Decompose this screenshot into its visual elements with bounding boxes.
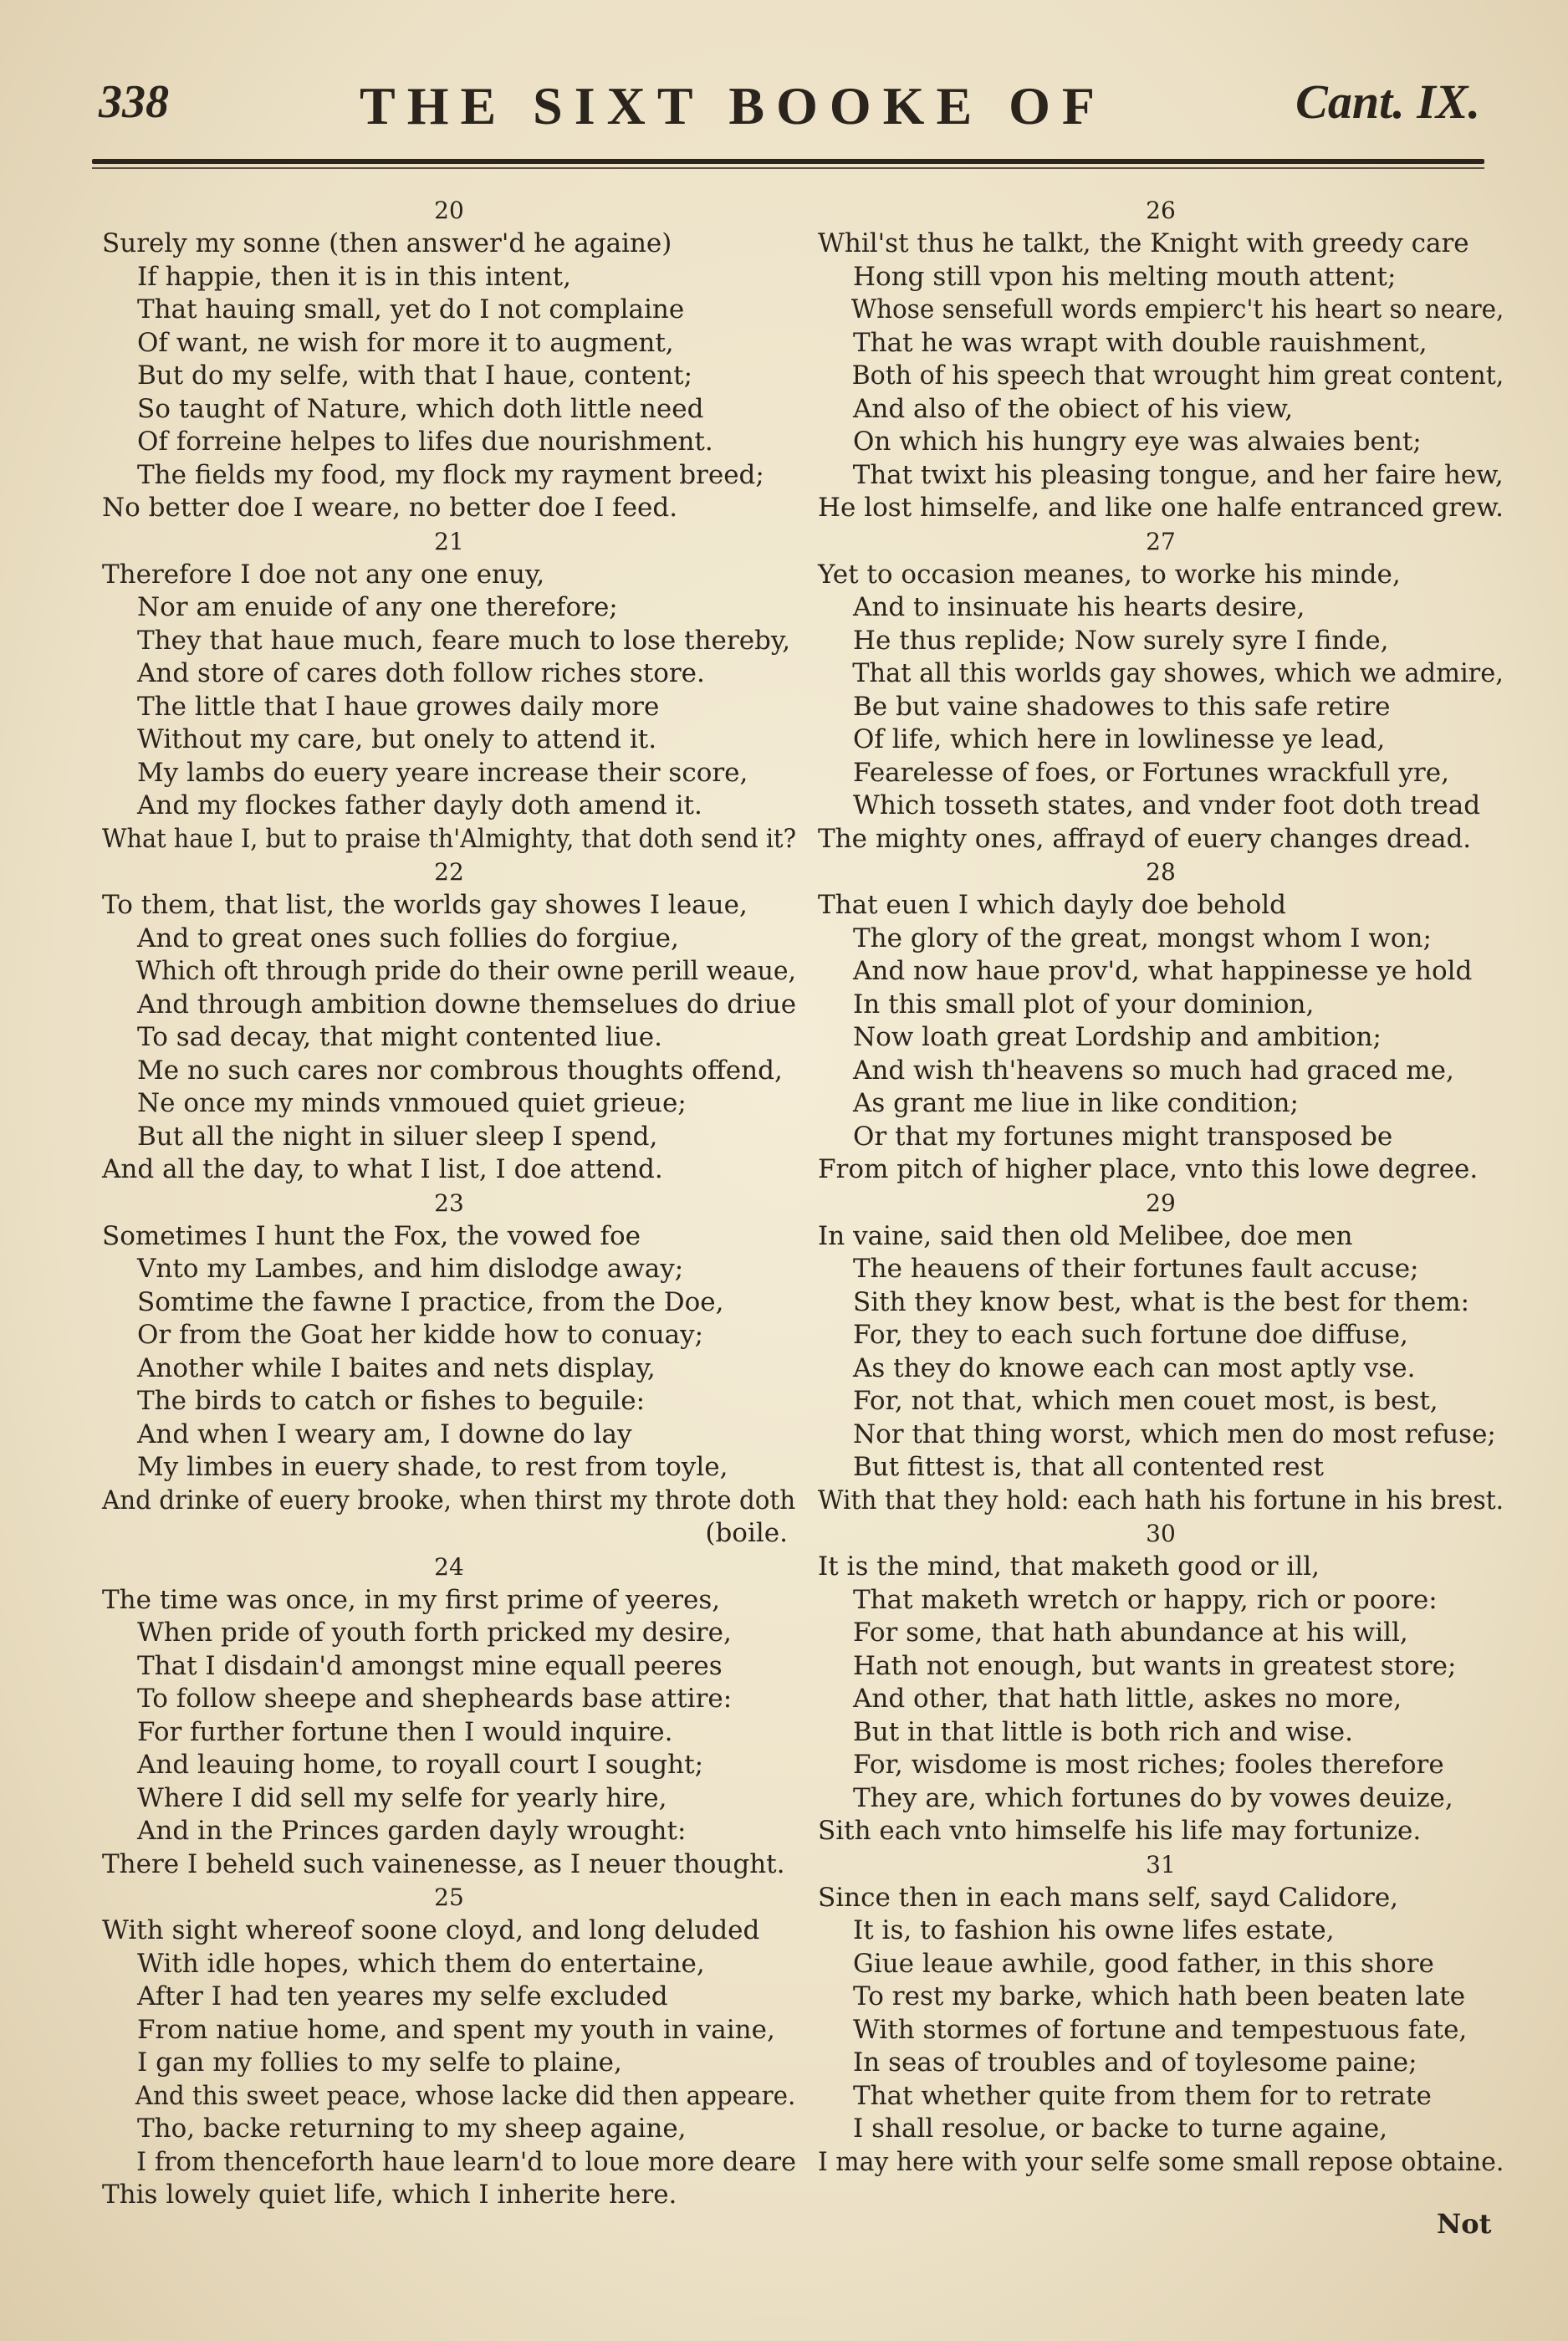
verse-line: In vaine, said then old Melibee, doe men (818, 1220, 1353, 1251)
left-column (102, 194, 796, 2212)
verse-line: Sith each vnto himselfe his life may fortunize. (818, 1816, 1422, 1846)
verse-line: Yet to occasion meanes, to worke his minde, (818, 559, 1401, 590)
verse-line: Nor that thing worst, which men do most refuse; (853, 1418, 1496, 1449)
stanza-number: 25 (434, 1884, 464, 1911)
verse-line: He thus replide; Now surely syre I finde, (853, 625, 1389, 656)
verse-line: To rest my barke, which hath been beaten late (853, 1981, 1466, 2011)
verse-line: To sad decay, that might contented liue. (137, 1022, 662, 1052)
page-header (92, 67, 1480, 151)
verse-line: Sometimes I hunt the Fox, the vowed foe (102, 1220, 641, 1251)
verse-line: Of life, which here in lowlinesse ye lead, (853, 724, 1386, 754)
verse-line: And store of cares doth follow riches store. (137, 658, 705, 688)
verse-line: Of want, ne wish for more it to augment, (137, 327, 674, 358)
header-rule-thin (92, 167, 1484, 169)
verse-line: For some, that hath abundance at his will, (853, 1618, 1408, 1648)
verse-line: That euen I which dayly doe behold (818, 890, 1287, 920)
verse-line: And now haue prov'd, what happinesse ye hold (853, 956, 1473, 986)
verse-line: And my flockes father dayly doth amend it. (137, 790, 702, 820)
stanza (102, 1881, 796, 2212)
verse-line: For further fortune then I would inquire. (137, 1716, 673, 1747)
verse-line: And wish th'heavens so much had graced me, (853, 1055, 1454, 1086)
verse-line: It is the mind, that maketh good or ill, (818, 1551, 1320, 1582)
stanza (102, 194, 796, 525)
verse-line: Tho, backe returning to my sheep againe, (137, 2114, 687, 2144)
stanza (818, 194, 1504, 525)
verse-line: The mighty ones, affrayd of euery changes dread. (818, 823, 1472, 854)
verse-line: And to insinuate his hearts desire, (853, 592, 1305, 622)
verse-line: The time was once, in my first prime of yeeres, (102, 1584, 721, 1615)
stanza-number: 30 (1146, 1520, 1176, 1547)
verse-line: But do my selfe, with that I haue, content; (137, 360, 693, 391)
verse-line: They that haue much, feare much to lose thereby, (137, 625, 791, 656)
verse-line: To follow sheepe and shepheards base attire: (137, 1684, 733, 1714)
stanza (818, 1517, 1504, 1848)
verse-line: And drinke of euery brooke, when thirst my throte doth (102, 1485, 796, 1516)
verse-line: Without my care, but onely to attend it. (137, 724, 657, 754)
verse-line: But in that little is both rich and wise. (853, 1716, 1353, 1747)
stanza (102, 856, 796, 1187)
stanza-number: 29 (1146, 1188, 1176, 1217)
verse-line: Now loath great Lordship and ambition; (853, 1022, 1382, 1052)
verse-line: My lambs do euery yeare increase their score, (137, 757, 748, 788)
verse-line: After I had ten yeares my selfe excluded (137, 1981, 668, 2011)
verse-line: Which tosseth states, and vnder foot doth tread (853, 790, 1481, 820)
verse-line: For, they to each such fortune doe diffuse, (853, 1320, 1408, 1350)
right-column (818, 194, 1504, 2179)
verse-line: Nor am enuide of any one therefore; (137, 592, 618, 622)
verse-line: Be but vaine shadowes to this safe retire (853, 691, 1391, 722)
verse-line: For, not that, which men couet most, is best, (853, 1386, 1438, 1416)
verse-line: And leauing home, to royall court I sought; (137, 1750, 704, 1780)
stanza-number: 24 (434, 1552, 464, 1581)
verse-line: Since then in each mans self, sayd Calidore, (818, 1882, 1399, 1913)
stanza-number: 23 (434, 1188, 464, 1217)
verse-line: With stormes of fortune and tempestuous fate, (853, 2014, 1468, 2045)
stanza (818, 856, 1504, 1187)
verse-line: But all the night in siluer sleep I spend, (137, 1121, 658, 1152)
verse-line: Surely my sonne (then answer'd he againe) (102, 228, 672, 258)
verse-line: Fearelesse of foes, or Fortunes wrackfull yre, (853, 757, 1449, 788)
verse-line: Both of his speech that wrought him great content, (851, 360, 1504, 391)
verse-line: On which his hungry eye was alwaies bent; (853, 427, 1422, 457)
verse-line: With that they hold: each hath his fortune in his brest. (818, 1485, 1504, 1516)
stanza-number: 28 (1146, 858, 1176, 886)
verse-line: And this sweet peace, whose lacke did then appeare. (135, 2080, 796, 2111)
verse-line: I shall resolue, or backe to turne againe, (853, 2114, 1388, 2144)
stanza (102, 1187, 796, 1551)
verse-line: If happie, then it is in this intent, (137, 261, 571, 292)
stanza-number: 27 (1146, 527, 1176, 555)
verse-line: And all the day, to what I list, I doe attend. (102, 1154, 663, 1184)
header-rule (92, 159, 1484, 164)
verse-line: So taught of Nature, which doth little need (137, 393, 704, 424)
verse-line: Sith they know best, what is the best for them: (853, 1286, 1470, 1317)
verse-line: When pride of youth forth pricked my desire, (137, 1618, 732, 1648)
verse-line: Or from the Goat her kidde how to conuay; (137, 1320, 704, 1350)
verse-line: What haue I, but to praise th'Almighty, that doth send it? (102, 823, 796, 854)
verse-line: Vnto my Lambes, and him dislodge away; (137, 1254, 684, 1284)
stanza (818, 1848, 1504, 2180)
verse-line: Of forreine helpes to lifes due nourishment. (137, 427, 713, 457)
verse-line: That maketh wretch or happy, rich or poore: (853, 1584, 1438, 1615)
verse-line: He lost himselfe, and like one halfe entranced grew. (818, 493, 1504, 523)
verse-line: There I beheld such vainenesse, as I neuer thought. (102, 1848, 785, 1879)
verse-line: And through ambition downe themselues do driue (136, 989, 797, 1020)
verse-line: I gan my follies to my selfe to plaine, (137, 2047, 622, 2078)
verse-line: I may here with your selfe some small repose obtaine. (818, 2146, 1504, 2177)
verse-line: Giue leaue awhile, good father, in this shore (853, 1948, 1434, 1979)
stanza-number: 31 (1146, 1850, 1176, 1878)
verse-line: And other, that hath little, askes no more, (853, 1684, 1402, 1714)
verse-line: No better doe I weare, no better doe I feed. (102, 493, 678, 523)
verse-line: The fields my food, my flock my rayment breed; (137, 459, 764, 490)
verse-line: Which oft through pride do their owne perill weaue, (135, 956, 796, 986)
stanza-number: 21 (434, 527, 464, 555)
verse-line: Whil'st thus he talkt, the Knight with greedy care (818, 228, 1469, 258)
verse-line: And when I weary am, I downe do lay (137, 1418, 632, 1449)
verse-line: Me no such cares nor combrous thoughts offend, (137, 1055, 783, 1086)
verse-line: And in the Princes garden dayly wrought: (137, 1816, 687, 1846)
verse-line: My limbes in euery shade, to rest from toyle, (137, 1452, 728, 1482)
turnover-word: (boile. (705, 1518, 788, 1548)
verse-line: From natiue home, and spent my youth in vaine, (137, 2014, 775, 2045)
verse-line: But fittest is, that all contented rest (853, 1452, 1324, 1482)
verse-line: Hong still vpon his melting mouth attent; (853, 261, 1397, 292)
catchword: Not (1437, 2208, 1492, 2240)
verse-line: Where I did sell my selfe for yearly hire, (137, 1782, 667, 1813)
canto-label: Cant. IX. (1295, 74, 1480, 129)
verse-line: Whose sensefull words empierc't his heart so neare, (850, 294, 1504, 325)
verse-line: That whether quite from them for to retrate (853, 2080, 1432, 2111)
verse-line: As they do knowe each can most aptly vse. (853, 1352, 1416, 1383)
verse-line: It is, to fashion his owne lifes estate, (853, 1915, 1335, 1945)
verse-line: Ne once my minds vnmoued quiet grieue; (137, 1088, 687, 1118)
stanza-number: 26 (1146, 197, 1176, 224)
verse-line: With idle hopes, which them do entertaine, (137, 1948, 705, 1979)
verse-line: And also of the obiect of his view, (853, 393, 1294, 424)
verse-line: That twixt his pleasing tongue, and her faire hew, (852, 459, 1504, 490)
verse-line: That he was wrapt with double rauishment, (853, 327, 1428, 358)
verse-line: To them, that list, the worlds gay showes I leaue, (102, 890, 748, 920)
verse-line: Another while I baites and nets display, (137, 1352, 656, 1383)
verse-line: With sight whereof soone cloyd, and long deluded (102, 1915, 760, 1945)
verse-line: Hath not enough, but wants in greatest store; (853, 1650, 1457, 1681)
stanza-number: 20 (434, 197, 464, 224)
verse-line: Somtime the fawne I practice, from the Doe, (137, 1286, 724, 1317)
verse-line: And to great ones such follies do forgiue, (137, 923, 679, 953)
verse-line: From pitch of higher place, vnto this lowe degree. (818, 1154, 1479, 1184)
stanza (102, 1551, 796, 1882)
verse-line: That I disdain'd amongst mine equall peeres (137, 1650, 723, 1681)
verse-line: The little that I haue growes daily more (137, 691, 660, 722)
stanza (818, 525, 1504, 856)
verse-line: For, wisdome is most riches; fooles therefore (853, 1750, 1444, 1780)
stanza-number: 22 (434, 858, 464, 886)
verse-line: This lowely quiet life, which I inherite here. (102, 2180, 677, 2210)
verse-line: That all this worlds gay showes, which we admire, (852, 658, 1504, 688)
verse-line: In this small plot of your dominion, (853, 989, 1315, 1020)
verse-line: The birds to catch or fishes to beguile: (137, 1386, 646, 1416)
stanza (102, 525, 796, 856)
verse-line: They are, which fortunes do by vowes deuize, (853, 1782, 1453, 1813)
verse-line: That hauing small, yet do I not complaine (137, 294, 685, 325)
verse-line: Or that my fortunes might transposed be (853, 1121, 1393, 1152)
verse-line: Therefore I doe not any one enuy, (102, 559, 545, 590)
page-number: 338 (99, 76, 169, 128)
verse-line: The glory of the great, mongst whom I won; (853, 923, 1432, 953)
running-title: THE SIXT BOOKE OF (360, 76, 1106, 135)
stanza (818, 1187, 1504, 1518)
verse-line: As grant me liue in like condition; (853, 1088, 1299, 1118)
verse-line: In seas of troubles and of toylesome paine; (853, 2047, 1417, 2078)
verse-line: I from thenceforth haue learn'd to loue more deare (136, 2146, 797, 2177)
verse-line: The heauens of their fortunes fault accuse; (853, 1254, 1419, 1284)
